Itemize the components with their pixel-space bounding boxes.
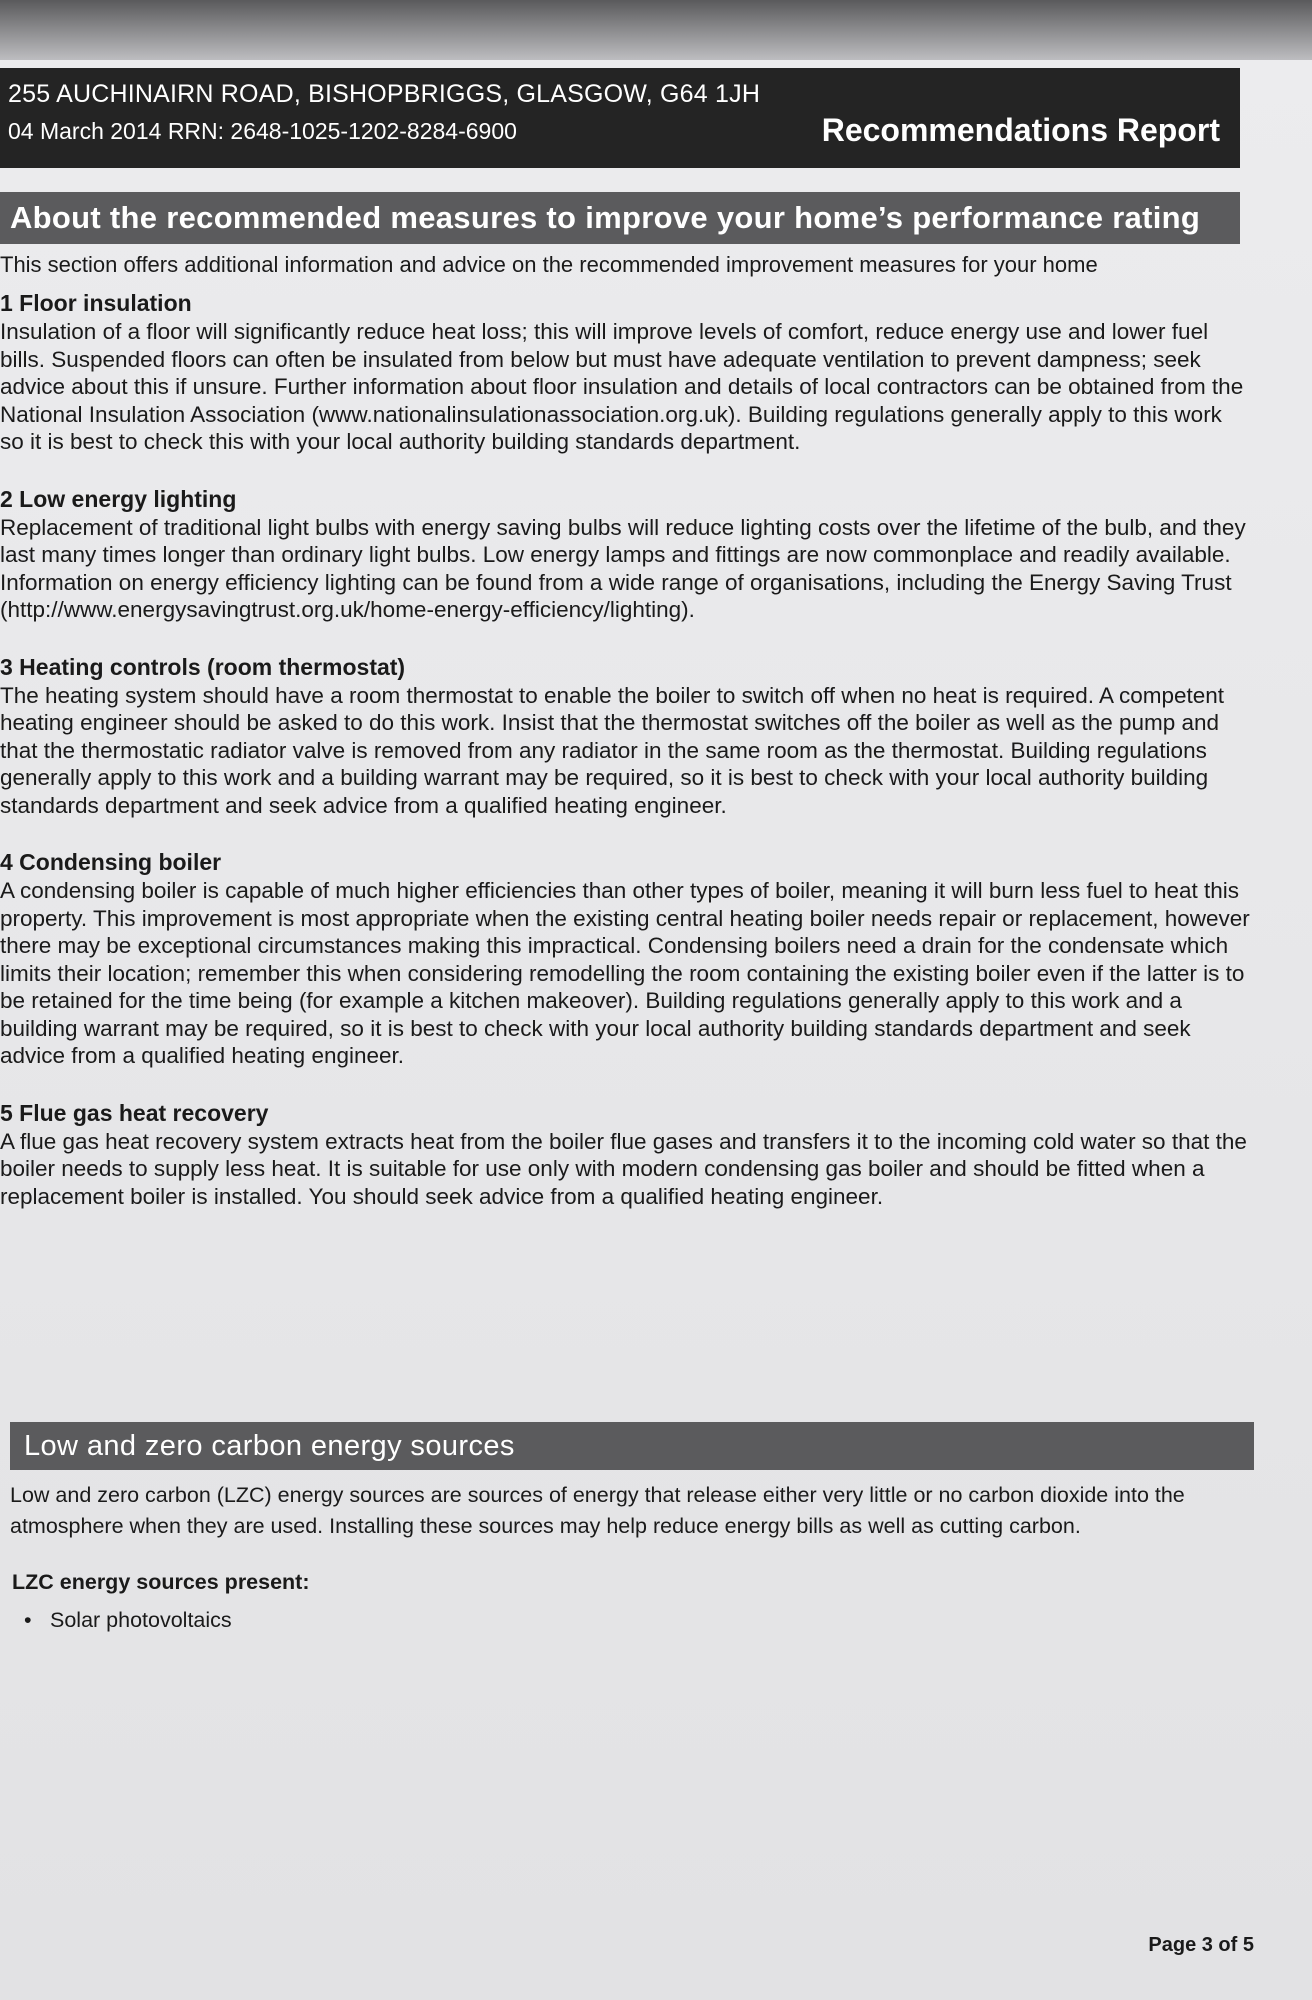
list-item <box>12 1608 232 1633</box>
report-title: Recommendations Report <box>821 112 1220 148</box>
about-section-intro: This section offers additional information and advice on the recommended improvement measures for your home <box>0 252 1098 277</box>
measure-title: 1 Floor insulation <box>0 290 192 316</box>
measure-item <box>0 847 1250 1070</box>
measure-description: A condensing boiler is capable of much higher efficiencies than other types of boiler, meaning it will burn less fuel to heat this property. This improvement is most appropriate when the existing central heating boiler needs repair or replacement, however there may be exceptional circumstances making this impractical. Condensing boilers need a drain for the condensate which limits their location; remember this when considering remodelling the room containing the existing boiler even if the latter is to be retained for the time being (for example a kitchen makeover). Building regulations generally apply to this work and a building warrant may be required, so it is best to check with your local authority building standards department and seek advice from a qualified heating engineer. <box>0 878 1250 1068</box>
page-top-edge <box>0 0 1312 60</box>
lzc-source-label: Solar photovoltaics <box>50 1608 232 1632</box>
lzc-section-heading: Low and zero carbon energy sources <box>10 1422 1254 1470</box>
about-section-heading: About the recommended measures to improve your home’s performance rating <box>0 192 1240 244</box>
measure-item <box>0 652 1250 820</box>
measure-description: A flue gas heat recovery system extracts heat from the boiler flue gases and transfers it to the incoming cold water so that the boiler needs to supply less heat. It is suitable for use only with modern condensing gas boiler and should be fitted when a replacement boiler is installed. You should seek advice from a qualified heating engineer. <box>0 1128 1247 1209</box>
bullet-icon: • <box>24 1608 32 1632</box>
measure-description: The heating system should have a room thermostat to enable the boiler to switch off when no heat is required. A competent heating engineer should be asked to do this work. Insist that the thermostat switches off the boiler as well as the pump and that the thermostatic radiator valve is removed from any radiator in the same room as the thermostat. Building regulations generally apply to this work and a building warrant may be required, so it is best to check with your local authority building standards department and seek advice from a qualified heating engineer. <box>0 682 1225 818</box>
measure-title: 4 Condensing boiler <box>0 849 222 875</box>
measure-description: Insulation of a floor will significantly reduce heat loss; this will improve levels of comfort, reduce energy use and lower fuel bills. Suspended floors can often be insulated from below but must have adequate ventilation to prevent dampness; seek advice about this if unsure. Further information about floor insulation and details of local contractors can be obtained from the National Insulation Association (www.nationalinsulationassociation.org.uk). Building regulations generally apply to this work so it is best to check this with your local authority building standards department. <box>0 319 1244 454</box>
lzc-sources-list <box>12 1608 232 1633</box>
property-address: 255 AUCHINAIRN ROAD, BISHOPBRIGGS, GLASGOW, G64 1JH <box>8 80 761 108</box>
date-and-rrn: 04 March 2014 RRN: 2648-1025-1202-8284-6900 <box>8 118 517 144</box>
lzc-section-body: Low and zero carbon (LZC) energy sources are sources of energy that release either very little or no carbon dioxide into the atmosphere when they are used. Installing these sources may help reduce energy bills as well as cutting carbon. <box>10 1483 1185 1538</box>
measure-title: 2 Low energy lighting <box>0 485 237 512</box>
measure-item <box>0 484 1250 624</box>
recommended-measures-list <box>0 288 1250 1238</box>
measure-item <box>0 288 1250 456</box>
report-header <box>0 68 1240 168</box>
measure-description: Replacement of traditional light bulbs with energy saving bulbs will reduce lighting costs over the lifetime of the bulb, and they last many times longer than ordinary light bulbs. Low energy lamps and fittings are now commonplace and readily available. Information on energy efficiency lighting can be found from a wide range of organisations, including the Energy Saving Trust (http://www.energysavingtrust.org.uk/home-energy-efficiency/lighting). <box>0 514 1246 622</box>
measure-item <box>0 1098 1250 1211</box>
page-number: Page 3 of 5 <box>1148 1934 1254 1956</box>
lzc-present-label: LZC energy sources present: <box>12 1570 310 1594</box>
measure-title: 5 Flue gas heat recovery <box>0 1099 269 1126</box>
measure-title: 3 Heating controls (room thermostat) <box>0 653 406 680</box>
